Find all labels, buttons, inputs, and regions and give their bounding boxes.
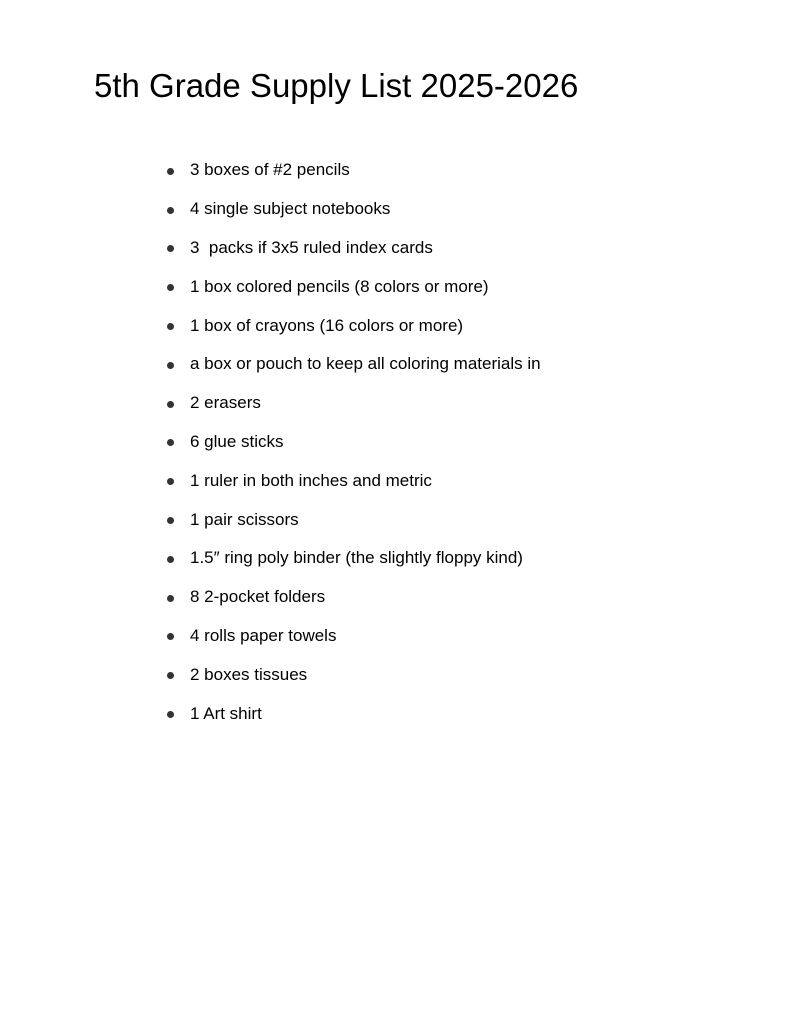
list-item (166, 191, 541, 230)
list-item (166, 618, 541, 657)
list-item-text: 1 Art shirt (190, 703, 262, 723)
bullet-icon (167, 168, 174, 175)
list-item (166, 540, 541, 579)
list-item (166, 307, 541, 346)
list-item (166, 695, 541, 734)
bullet-icon (167, 323, 174, 330)
bullet-icon (167, 672, 174, 679)
bullet-icon (167, 711, 174, 718)
list-item (166, 268, 541, 307)
list-item-text: 4 single subject notebooks (190, 199, 391, 219)
list-item (166, 424, 541, 463)
bullet-icon (167, 517, 174, 524)
list-item (166, 152, 541, 191)
list-item (166, 462, 541, 501)
list-item-text: 2 boxes tissues (190, 664, 308, 684)
bullet-icon (167, 478, 174, 485)
list-item-text: 2 erasers (190, 393, 261, 413)
list-item (166, 656, 541, 695)
list-item-text: 1 pair scissors (190, 509, 299, 529)
bullet-icon (167, 245, 174, 252)
bullet-icon (167, 207, 174, 214)
bullet-icon (167, 284, 174, 291)
bullet-icon (167, 595, 174, 602)
bullet-icon (167, 401, 174, 408)
bullet-icon (167, 439, 174, 446)
bullet-icon (167, 362, 174, 369)
list-item-text: 3 packs if 3x5 ruled index cards (190, 237, 433, 257)
list-item (166, 230, 541, 269)
page-title: 5th Grade Supply List 2025-2026 (94, 67, 579, 104)
list-item (166, 579, 541, 618)
list-item-text: 4 rolls paper towels (190, 625, 337, 645)
bullet-icon (167, 633, 174, 640)
bullet-icon (167, 556, 174, 563)
list-item-text: 6 glue sticks (190, 431, 284, 451)
list-item-text: 3 boxes of #2 pencils (190, 160, 350, 180)
list-item-text: 1 box colored pencils (8 colors or more) (190, 276, 489, 296)
list-item-text: a box or pouch to keep all coloring materials in (190, 354, 541, 374)
list-item (166, 385, 541, 424)
list-item-text: 1 box of crayons (16 colors or more) (190, 315, 464, 335)
list-item-text: 8 2-pocket folders (190, 587, 326, 607)
list-item-text: 1.5″ ring poly binder (the slightly floppy kind) (190, 548, 523, 568)
list-item (166, 501, 541, 540)
list-item (166, 346, 541, 385)
list-item-text: 1 ruler in both inches and metric (190, 470, 432, 490)
supply-list (166, 152, 541, 734)
